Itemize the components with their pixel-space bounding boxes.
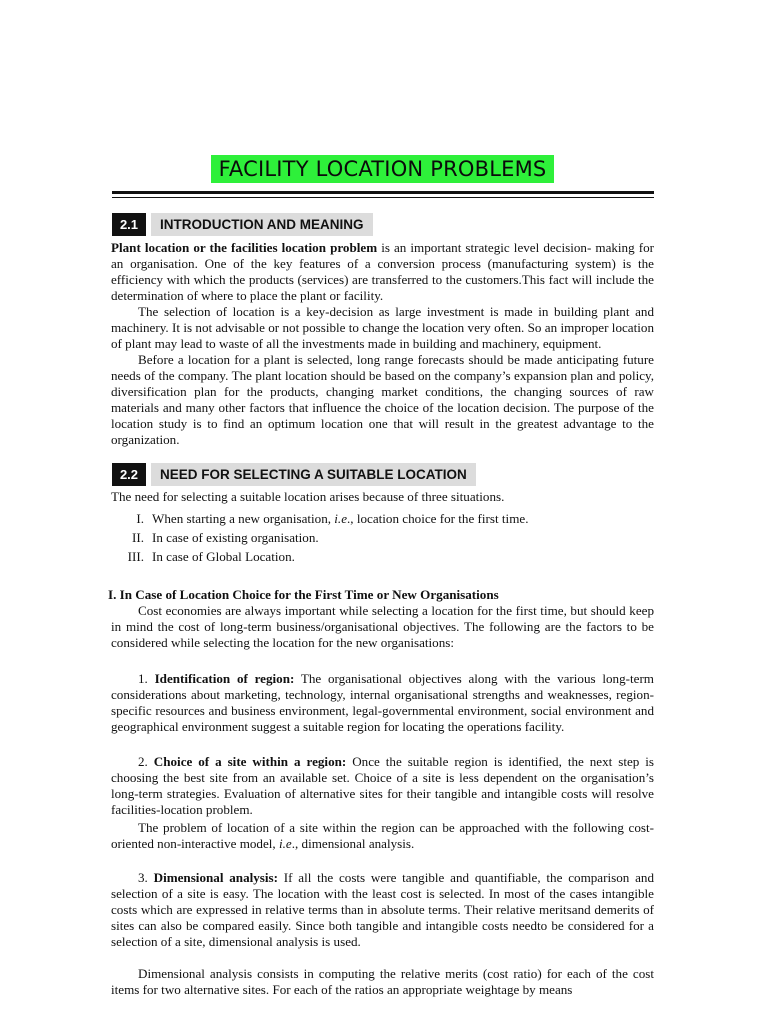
title-rule-thin xyxy=(112,197,654,198)
list-text-tail: ., location choice for the first time. xyxy=(347,511,529,526)
factor-text: Once the suitable region is identified, the next step is choosing the best site from an available set. Choice of a site is less dependent on the organisation’s long-term strategies. Evaluation of alternative sites for their tangible and intangible costs will resolve facilities-location problem. xyxy=(111,754,654,818)
paragraph-selection: The selection of location is a key-decision as large investment is made in building plant and machinery. It is not advisable or not possible to change the location very often. So an improper location of plant may lead to waste of all the investments made in building and machinery, equipment. xyxy=(111,304,654,352)
list-text: When starting a new organisation, xyxy=(152,511,335,526)
paragraph-text-tail: ., dimensional analysis. xyxy=(291,836,415,852)
factor-text: The organisational objectives along with the various long-term considerations about marketing, technology, internal organisational strengths and weaknesses, region-specific resources and business environment, legal-governmental environment, social environment and geographical environment suggest a suitable region for locating the operations facility. xyxy=(111,671,654,735)
factor-number: 3. xyxy=(138,870,154,885)
section-number: 2.2 xyxy=(112,463,146,486)
section-title: NEED FOR SELECTING A SUITABLE LOCATION xyxy=(151,463,476,486)
factor-title: Identification of region: xyxy=(154,671,295,686)
emphasis: i.e xyxy=(278,836,292,852)
paragraph-dimensional-analysis: Dimensional analysis consists in computing the relative merits (cost ratio) for each of the cost items for two alternative sites. For each of the ratios an appropriate weightage by means xyxy=(111,966,654,998)
list-item xyxy=(111,547,654,566)
list-text: In case of Global Location. xyxy=(152,549,295,564)
bold-term: Plant location or the facilities location problem xyxy=(111,240,378,255)
factor-title: Choice of a site within a region: xyxy=(153,754,347,769)
paragraph-forecasts: Before a location for a plant is selected, long range forecasts should be made anticipating future needs of the company. The plant location should be based on the company’s expansion plan and policy, diversification plan for the products, changing market conditions, the changing sources of raw materials and many other factors that influence the choice of the location decision. The purpose of the location study is to find an optimum location one that will result in the greatest advantage to the organization. xyxy=(111,352,654,448)
paragraph-factor-2-approach xyxy=(111,820,654,852)
list-text: In case of existing organisation. xyxy=(152,530,319,545)
list-number: III. xyxy=(127,549,144,564)
title-rule-thick xyxy=(112,191,654,194)
paragraph-text: The problem of location of a site within the region can be approached with the following cost-oriented non-interactive model, xyxy=(111,820,654,852)
list-item xyxy=(111,509,654,528)
list-number: I. xyxy=(136,511,144,526)
situations-list xyxy=(111,509,654,566)
factor-title: Dimensional analysis: xyxy=(153,870,278,885)
page-title: FACILITY LOCATION PROBLEMS xyxy=(211,155,554,183)
factor-number: 2. xyxy=(138,754,154,769)
factor-number: 1. xyxy=(138,671,155,686)
paragraph-factor-3 xyxy=(111,870,654,950)
paragraph-factor-1 xyxy=(111,671,654,735)
paragraph-intro xyxy=(111,240,654,304)
list-item xyxy=(111,528,654,547)
subsection-heading: I. In Case of Location Choice for the First Time or New Organisations xyxy=(108,587,499,602)
list-number: II. xyxy=(132,530,144,545)
list-emphasis: i.e xyxy=(334,511,348,526)
paragraph-need-intro: The need for selecting a suitable location arises because of three situations. xyxy=(111,489,505,504)
paragraph-text: is an important strategic level decision- making for an organisation. One of the key features of a conversion process (manufacturing system) is the efficiency with which the products (services) are transferred to the customers.This fact will include the determination of where to place the plant or facility. xyxy=(111,240,654,304)
factor-text: If all the costs were tangible and quantifiable, the comparison and selection of a site is easy. The location with the least cost is selected. In most of the cases intangible costs which are expressed in relative terms than in absolute terms. Their relative meritsand demerits of sites can also be compared easily. Since both tangible and intangible costs needto be considered for a selection of a site, dimensional analysis is used. xyxy=(111,870,654,950)
paragraph-cost-economies: Cost economies are always important while selecting a location for the first time, but should keep in mind the cost of long-term business/organisational objectives. The following are the factors to be considered while selecting the location for the new organisations: xyxy=(111,603,654,651)
paragraph-factor-2 xyxy=(111,754,654,818)
section-number: 2.1 xyxy=(112,213,146,236)
section-title: INTRODUCTION AND MEANING xyxy=(151,213,373,236)
